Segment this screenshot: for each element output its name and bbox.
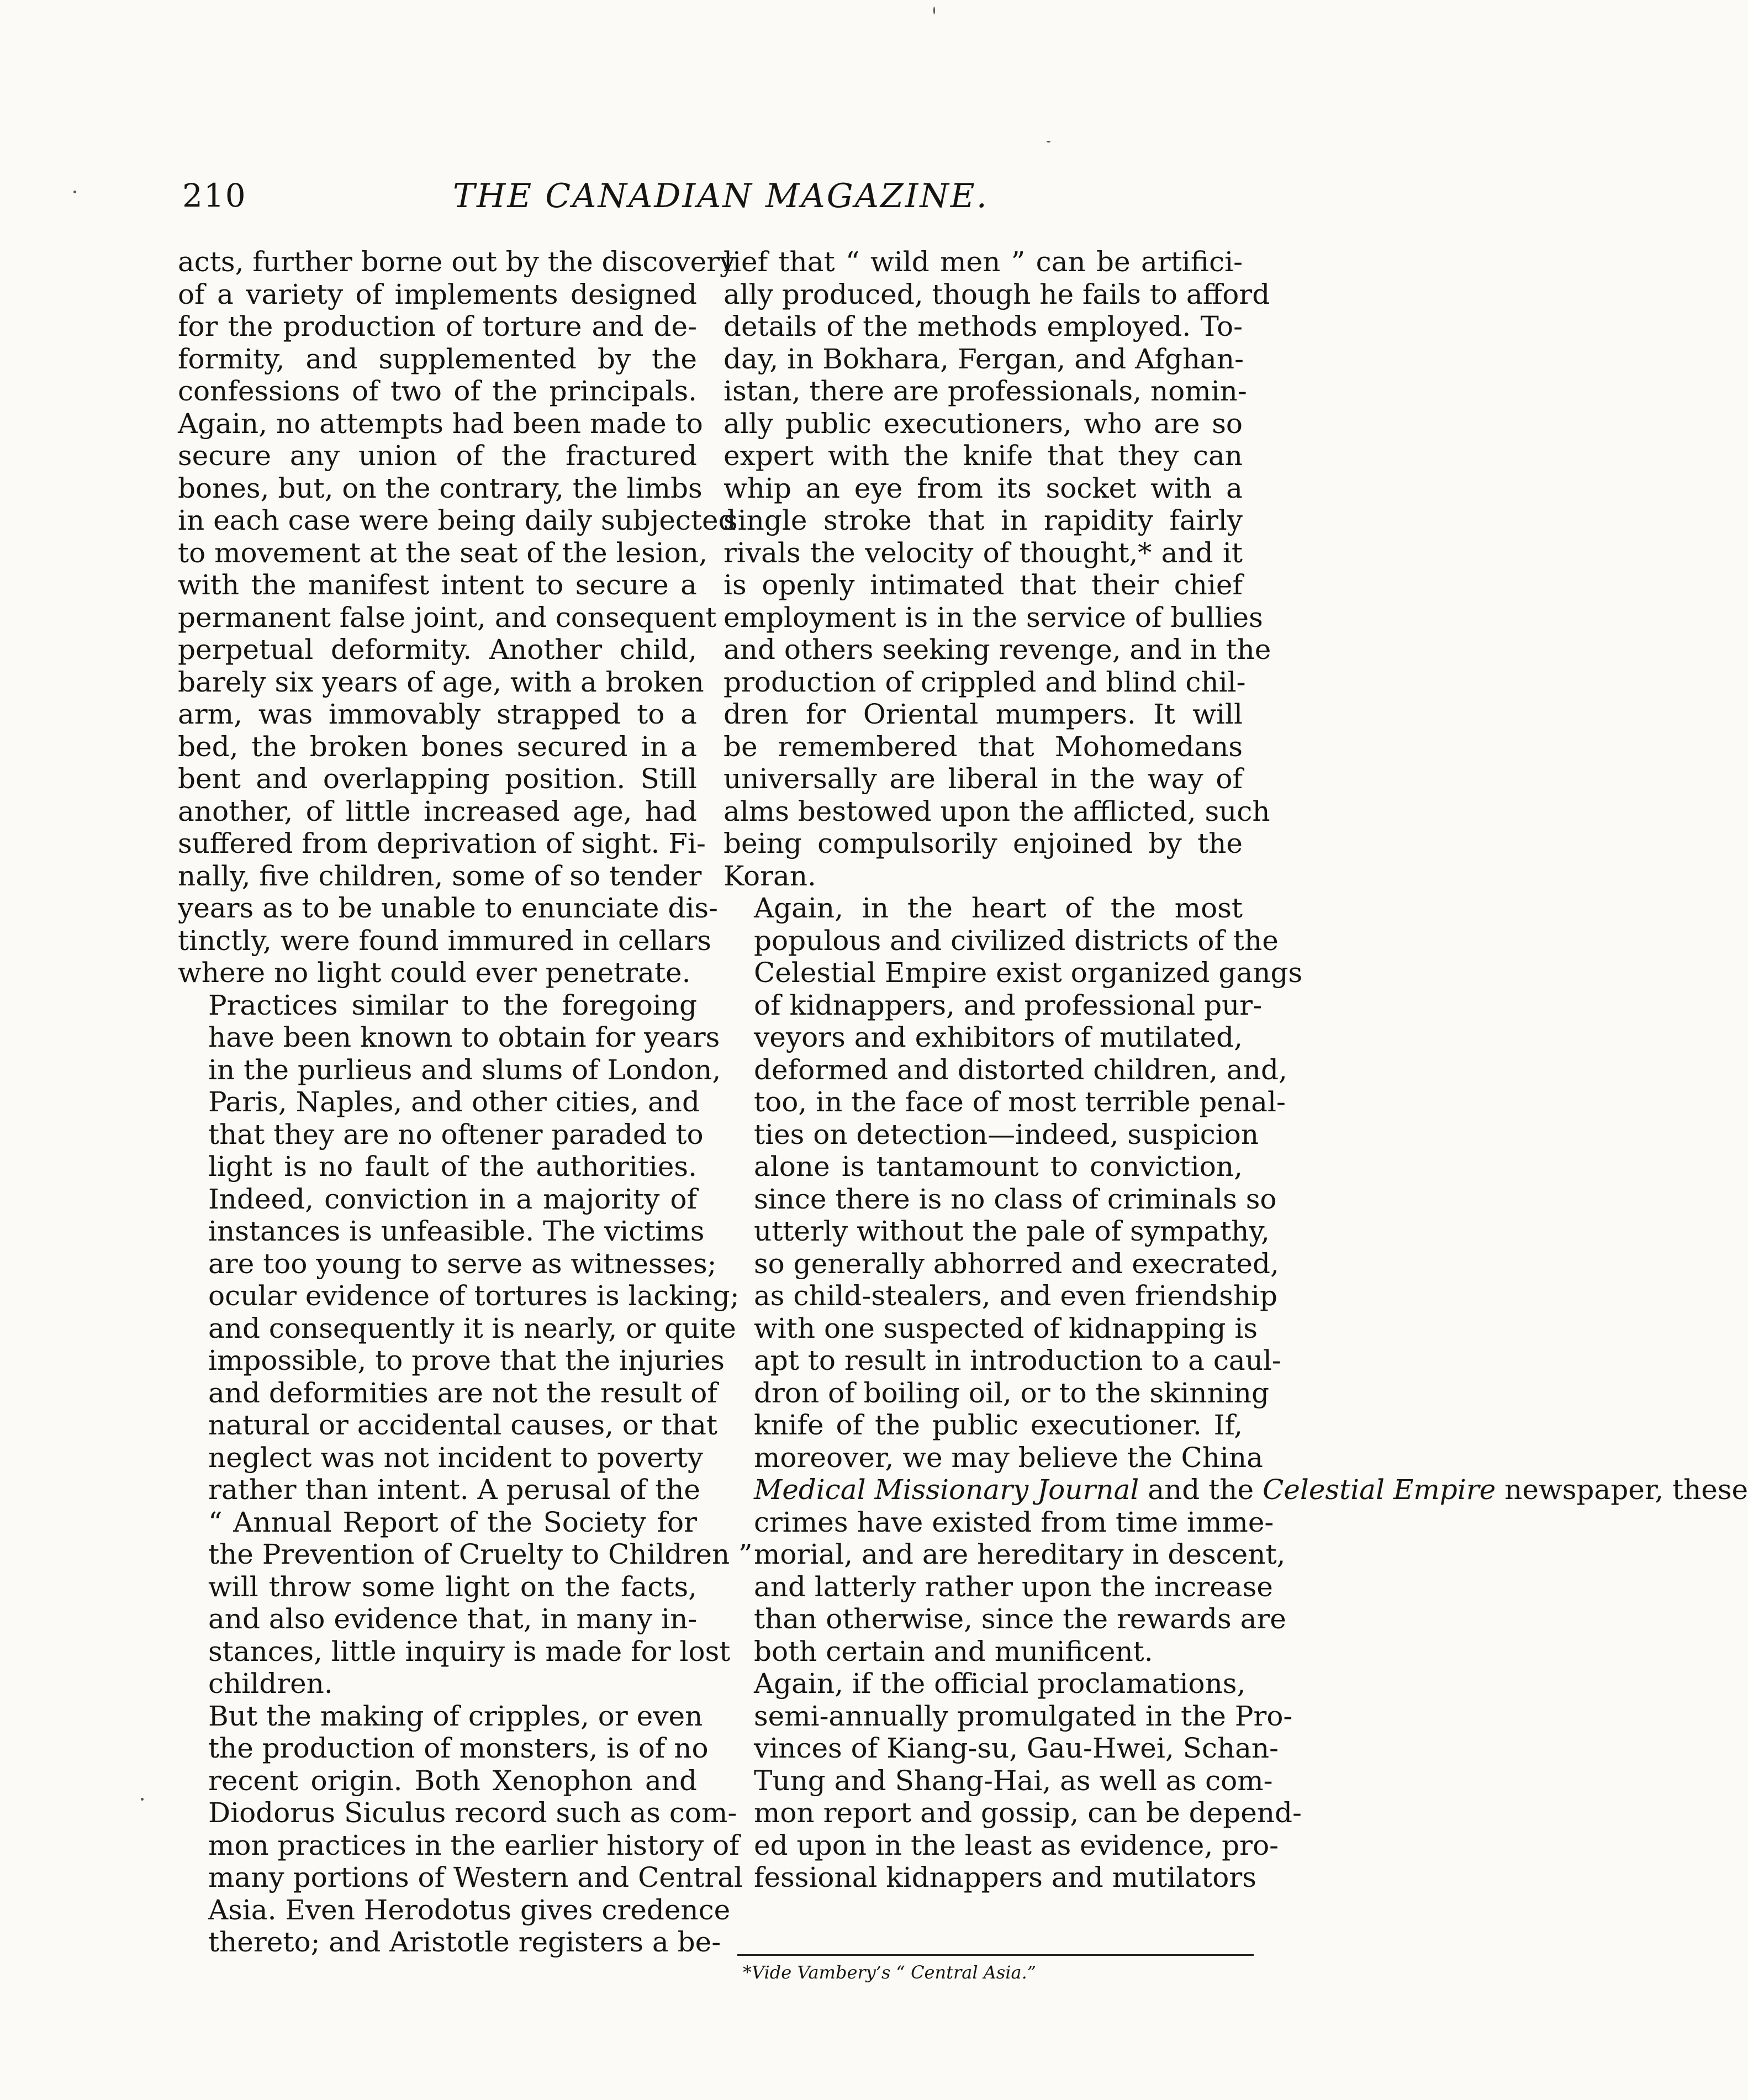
text-line: being compulsorily enjoined by the [724, 827, 1243, 859]
text-line: permanent false joint, and consequent [178, 601, 717, 634]
text-line: universally are liberal in the way of [724, 763, 1243, 795]
text-line: with one suspected of kidnapping is [754, 1312, 1258, 1344]
paragraph-continuation [178, 246, 736, 989]
text-line: crimes have existed from time imme- [754, 1506, 1274, 1538]
text-line: day, in Bokhara, Fergan, and Afghan- [724, 342, 1244, 375]
text-line: both certain and munificent. [754, 1635, 1153, 1668]
text-line: dren for Oriental mumpers. It will [724, 698, 1243, 730]
text-line: stances, little inquiry is made for lost [208, 1635, 731, 1668]
italic-title: Medical Missionary Journal [754, 1474, 1139, 1506]
text-line: knife of the public executioner. If, [754, 1409, 1243, 1441]
paragraph-celestial-empire [724, 892, 1748, 1668]
text-line: too, in the face of most terrible penal- [754, 1086, 1286, 1118]
print-speck [73, 191, 76, 193]
text-line: details of the methods employed. To- [724, 310, 1243, 342]
text-line: ed upon in the least as evidence, pro- [754, 1829, 1279, 1861]
text-line: Asia. Even Herodotus gives credence [208, 1893, 731, 1926]
text-line: of a variety of implements designed [178, 278, 697, 310]
footnote-rule [737, 1954, 1254, 1956]
text-line: barely six years of age, with a broken [178, 666, 704, 698]
text-line: “ Annual Report of the Society for [208, 1506, 697, 1538]
text-line: populous and civilized districts of the [754, 924, 1279, 957]
text-line: semi-annually promulgated in the Pro- [754, 1700, 1293, 1732]
text-line: impossible, to prove that the injuries [208, 1344, 725, 1376]
text-line: natural or accidental causes, or that [208, 1409, 717, 1441]
text-line: be remembered that Mohomedans [724, 730, 1243, 763]
text-line: Practices similar to the foregoing [208, 989, 697, 1021]
text-line: Tung and Shang-Hai, as well as com- [754, 1764, 1273, 1797]
text-line: to movement at the seat of the lesion, [178, 536, 707, 569]
text-line: in the purlieus and slums of London, [208, 1053, 721, 1086]
text-line: mon practices in the earlier history of [208, 1829, 740, 1861]
text-line: where no light could ever penetrate. [178, 957, 691, 989]
page-header [182, 177, 1210, 232]
text-line: moreover, we may believe the China [754, 1441, 1263, 1474]
text-line: is openly intimated that their chief [724, 569, 1243, 601]
text-line: have been known to obtain for years [208, 1021, 720, 1053]
text-line: thereto; and Aristotle registers a be- [208, 1926, 721, 1958]
print-speck [933, 7, 935, 14]
text-line: the production of monsters, is of no [208, 1732, 709, 1764]
text-line: instances is unfeasible. The victims [208, 1215, 705, 1247]
text-line: many portions of Western and Central [208, 1861, 743, 1893]
text-line: children. [208, 1668, 333, 1700]
text-line: another, of little increased age, had [178, 795, 697, 827]
text-line: acts, further borne out by the discovery [178, 246, 736, 278]
text-line: since there is no class of criminals so [754, 1183, 1277, 1215]
text-line: Indeed, conviction in a majority of [208, 1183, 697, 1215]
text-line: and latterly rather upon the increase [754, 1570, 1273, 1603]
text-line: bent and overlapping position. Still [178, 763, 697, 795]
text-line: mon report and gossip, can be depend- [754, 1797, 1302, 1829]
text-line: and others seeking revenge, and in the [724, 634, 1271, 666]
text-line: Celestial Empire exist organized gangs [754, 957, 1303, 989]
text-line: morial, and are hereditary in descent, [754, 1538, 1286, 1570]
text-line: that they are no oftener paraded to [208, 1118, 704, 1151]
left-column [178, 246, 753, 1959]
text-line: ties on detection—indeed, suspicion [754, 1118, 1259, 1151]
text-line: veyors and exhibitors of mutilated, [754, 1021, 1243, 1053]
text-line: formity, and supplemented by the [178, 342, 697, 375]
text-line: suffered from deprivation of sight. Fi- [178, 827, 706, 859]
text-line: fessional kidnappers and mutilators [754, 1861, 1256, 1893]
page-number: 210 [182, 177, 247, 214]
text-line: rivals the velocity of thought,* and it [724, 536, 1243, 569]
text-line: in each case were being daily subjected [178, 504, 736, 536]
text-line: Diodorus Siculus record such as com- [208, 1797, 737, 1829]
text-line: than otherwise, since the rewards are [754, 1603, 1286, 1635]
text-line: whip an eye from its socket with a [724, 472, 1243, 504]
text-line: alms bestowed upon the afflicted, such [724, 795, 1270, 827]
text-line: the Prevention of Cruelty to Children ” [208, 1538, 753, 1570]
text-line: production of crippled and blind chil- [724, 666, 1246, 698]
text-line: years as to be unable to enunciate dis- [178, 892, 718, 924]
text-line: neglect was not incident to poverty [208, 1441, 704, 1474]
text-fragment: newspaper, these [1496, 1474, 1748, 1506]
text-line: ocular evidence of tortures is lacking; [208, 1280, 740, 1312]
running-title: THE CANADIAN MAGAZINE. [453, 177, 989, 215]
text-line: expert with the knife that they can [724, 440, 1243, 472]
text-line: dron of boiling oil, or to the skinning [754, 1376, 1269, 1409]
text-line: alone is tantamount to conviction, [754, 1151, 1243, 1183]
text-line: Paris, Naples, and other cities, and [208, 1086, 700, 1118]
print-speck [141, 1798, 144, 1801]
text-line: But the making of cripples, or even [208, 1700, 703, 1732]
text-fragment: and the [1139, 1474, 1254, 1506]
text-line: are too young to serve as witnesses; [208, 1247, 717, 1280]
text-line: arm, was immovably strapped to a [178, 698, 697, 730]
text-line: rather than intent. A perusal of the [208, 1474, 700, 1506]
text-line: and deformities are not the result of [208, 1376, 717, 1409]
text-line: Again, in the heart of the most [754, 892, 1243, 924]
text-line: ally public executioners, who are so [724, 407, 1243, 440]
right-column [724, 246, 1748, 1894]
paragraph-wild-men [724, 246, 1271, 892]
text-line: and also evidence that, in many in- [208, 1603, 698, 1635]
text-line-italic-titles [724, 1474, 1748, 1506]
text-line: istan, there are professionals, nomin- [724, 375, 1247, 407]
paragraph-proclamations [724, 1668, 1302, 1894]
text-line: Again, if the official proclamations, [754, 1668, 1246, 1700]
text-line: Again, no attempts had been made to [178, 407, 703, 440]
text-line: lief that “ wild men ” can be artifici- [724, 246, 1243, 278]
text-line: secure any union of the fractured [178, 440, 697, 472]
text-line: employment is in the service of bullies [724, 601, 1263, 634]
text-line: ally produced, though he fails to afford [724, 278, 1270, 310]
footnote: *Vide Vambery’s “ Central Asia.” [743, 1962, 1037, 1983]
text-line: Koran. [724, 859, 816, 892]
text-line: deformed and distorted children, and, [754, 1053, 1287, 1086]
text-line: confessions of two of the principals. [178, 375, 697, 407]
text-line: as child-stealers, and even friendship [754, 1280, 1278, 1312]
text-line: for the production of torture and de- [178, 310, 697, 342]
italic-title: Celestial Empire [1263, 1474, 1496, 1506]
text-line: with the manifest intent to secure a [178, 569, 697, 601]
text-line: and consequently it is nearly, or quite [208, 1312, 736, 1344]
text-line: perpetual deformity. Another child, [178, 634, 697, 666]
text-line: bed, the broken bones secured in a [178, 730, 697, 763]
text-line: nally, five children, some of so tender [178, 859, 702, 892]
text-line: vinces of Kiang-su, Gau-Hwei, Schan- [754, 1732, 1279, 1764]
text-line: apt to result in introduction to a caul- [754, 1344, 1281, 1376]
text-line: utterly without the pale of sympathy, [754, 1215, 1270, 1247]
text-line: bones, but, on the contrary, the limbs [178, 472, 703, 504]
text-line: of kidnappers, and professional pur- [754, 989, 1263, 1021]
text-line: so generally abhorred and execrated, [754, 1247, 1279, 1280]
paragraph-practices [178, 989, 753, 1700]
text-line: will throw some light on the facts, [208, 1570, 697, 1603]
text-line: single stroke that in rapidity fairly [724, 504, 1243, 536]
paragraph-cripples [178, 1700, 743, 1959]
print-speck [1047, 141, 1050, 143]
text-line: light is no fault of the authorities. [208, 1151, 697, 1183]
text-line: recent origin. Both Xenophon and [208, 1764, 697, 1797]
text-line: tinctly, were found immured in cellars [178, 924, 711, 957]
